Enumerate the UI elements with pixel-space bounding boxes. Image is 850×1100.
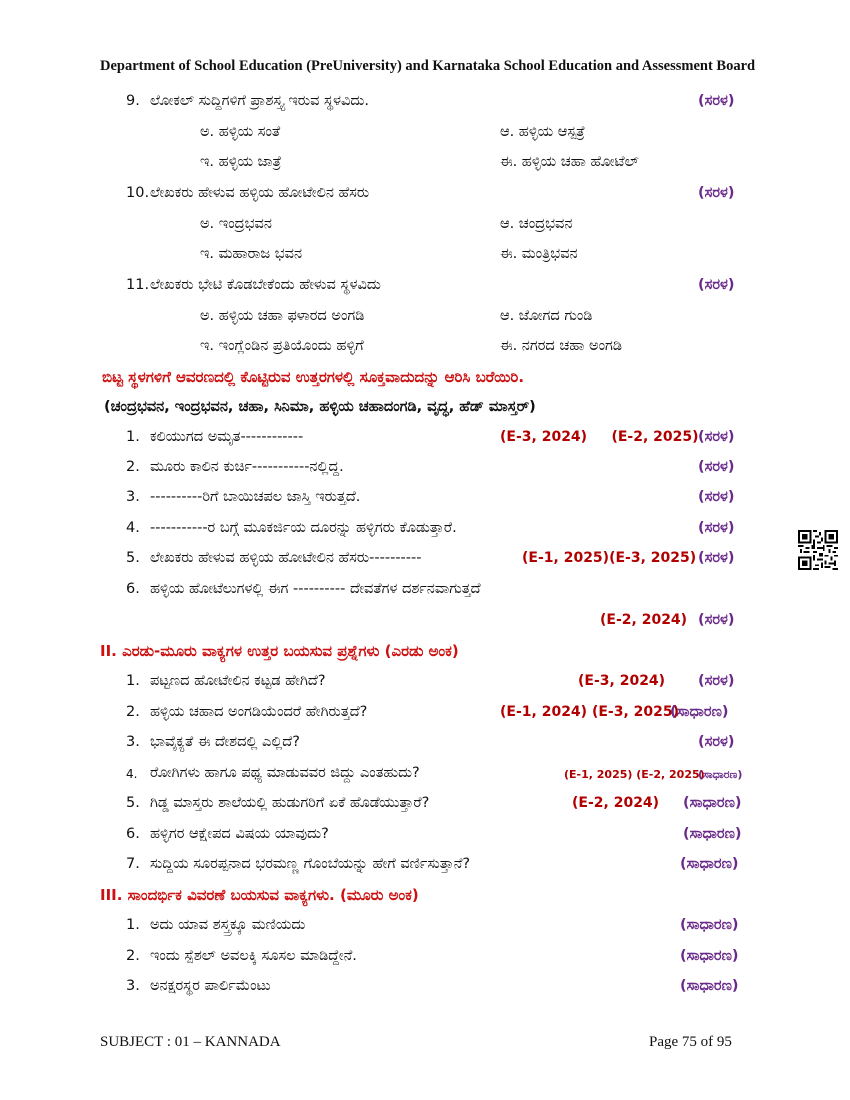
fill-blank-3-number: 3. [126, 489, 140, 505]
s2-q7-number: 7. [126, 856, 140, 872]
s2-q6-number: 6. [126, 826, 140, 842]
s2-q7-level: (ಸಾಧಾರಣ) [680, 856, 739, 872]
s2-q1-years: (E-3, 2024) [578, 673, 666, 689]
fill-blank-6-years: (E-2, 2024) [600, 612, 688, 628]
s2-q1-level: (ಸರಳ) [698, 673, 735, 689]
s3-q1-text: ಅದು ಯಾವ ಶಸ್ತ್ರಕ್ಕೂ ಮಣಿಯದು [150, 917, 306, 933]
s2-q2-level: (ಸಾಧಾರಣ) [670, 704, 729, 720]
s2-q5-number: 5. [126, 795, 140, 811]
s2-q2-years: (E-1, 2024) (E-3, 2025) [500, 704, 680, 720]
s2-q2-number: 2. [126, 704, 140, 720]
s2-q7-text: ಸುದ್ದಿಯ ಸೂರಪ್ಪನಾದ ಭರಮಣ್ಣ ಗೊಂಬೆಯನ್ನು ಹೇಗೆ ವರ್ಣಿಸುತ್ತಾನೆ? [150, 856, 471, 872]
mcq-10-option-a: ಅ. ಇಂದ್ರಭವನ [200, 216, 272, 232]
fill-blanks-word-bank: (ಚಂದ್ರಭವನ, ಇಂದ್ರಭವನ, ಚಹಾ, ಸಿನಿಮಾ, ಹಳ್ಳಿಯ ಚಹಾದಂಗಡಿ, ವೃದ್ಧ, ಹೆಡ್ ಮಾಸ್ತರ್) [104, 399, 536, 415]
mcq-9-number: 9. [126, 93, 140, 109]
mcq-9-option-b: ಆ. ಹಳ್ಳಿಯ ಆಸ್ಪತ್ರೆ [500, 124, 586, 140]
mcq-11-level: (ಸರಳ) [698, 277, 735, 293]
mcq-10-option-b: ಆ. ಚಂದ್ರಭವನ [500, 216, 573, 232]
s2-q3-text: ಭಾವೈಕ್ಯತೆ ಈ ದೇಶದಲ್ಲಿ ಎಲ್ಲಿದೆ? [150, 734, 300, 750]
mcq-10-number: 10. [126, 185, 150, 201]
mcq-10-question: ಲೇಖಕರು ಹೇಳುವ ಹಳ್ಳಿಯ ಹೋಟೇಲಿನ ಹೆಸರು [150, 185, 370, 201]
s3-q1-number: 1. [126, 917, 140, 933]
s2-q5-years: (E-2, 2024) [572, 795, 660, 811]
fill-blank-1-number: 1. [126, 429, 140, 445]
fill-blank-2-number: 2. [126, 459, 140, 475]
s2-q2-text: ಹಳ್ಳಿಯ ಚಹಾದ ಅಂಗಡಿಯೆಂದರೆ ಹೇಗಿರುತ್ತದೆ? [150, 704, 368, 720]
fill-blank-3-level: (ಸರಳ) [698, 489, 735, 505]
s2-q1-number: 1. [126, 673, 140, 689]
fill-blank-6-text: ಹಳ್ಳಿಯ ಹೋಟೆಲುಗಳಲ್ಲಿ ಈಗ ---------- ದೇವತೆಗಳ ದರ್ಶನವಾಗುತ್ತದೆ [150, 581, 481, 597]
section-2-heading: II. ಎರಡು-ಮೂರು ವಾಕ್ಯಗಳ ಉತ್ತರ ಬಯಸುವ ಪ್ರಶ್ನೆಗಳು (ಎರಡು ಅಂಕ) [100, 642, 459, 660]
s2-q6-level: (ಸಾಧಾರಣ) [683, 826, 742, 842]
mcq-9-option-d: ಈ. ಹಳ್ಳಿಯ ಚಹಾ ಹೋಟೆಲ್ [500, 154, 639, 170]
s3-q2-number: 2. [126, 948, 140, 964]
qr-code-icon [798, 530, 838, 570]
mcq-11-option-a: ಅ. ಹಳ್ಳಿಯ ಚಹಾ ಫಳಾರದ ಅಂಗಡಿ [200, 308, 365, 324]
fill-blank-1-years: (E-3, 2024) (E-2, 2025) [500, 429, 699, 445]
footer-subject: SUBJECT : 01 – KANNADA [100, 1034, 281, 1050]
fill-blank-6-level: (ಸರಳ) [698, 612, 735, 628]
s2-q1-text: ಪಟ್ಟಣದ ಹೋಟೇಲಿನ ಕಟ್ಟಡ ಹೇಗಿದೆ? [150, 673, 326, 689]
s3-q2-level: (ಸಾಧಾರಣ) [680, 948, 739, 964]
fill-blank-1-level: (ಸರಳ) [698, 429, 735, 445]
s3-q1-level: (ಸಾಧಾರಣ) [680, 917, 739, 933]
s2-q6-text: ಹಳ್ಳಿಗರ ಆಕ್ಷೇಪದ ವಿಷಯ ಯಾವುದು? [150, 826, 329, 842]
fill-blank-6-number: 6. [126, 581, 140, 597]
page-header: Department of School Education (PreUniversity) and Karnataka School Education and Assessment Board [100, 58, 756, 74]
mcq-11-number: 11. [126, 277, 150, 293]
fill-blank-4-text: -----------ರ ಬಗ್ಗೆ ಮೂಕರ್ಜಿಯ ದೂರನ್ನು ಹಳ್ಳಿಗರು ಕೊಡುತ್ತಾರೆ. [150, 520, 457, 536]
s3-q2-text: ಇಂದು ಸ್ಪೆಶಲ್ ಅವಲಕ್ಕಿ ಸೂಸಲ ಮಾಡಿದ್ದೇನೆ. [150, 948, 357, 964]
s3-q3-number: 3. [126, 978, 140, 994]
mcq-9-option-c: ಇ. ಹಳ್ಳಿಯ ಜಾತ್ರೆ [200, 154, 282, 170]
fill-blank-4-level: (ಸರಳ) [698, 520, 735, 536]
mcq-9-question: ಲೋಕಲ್ ಸುದ್ದಿಗಳಿಗೆ ಪ್ರಾಶಸ್ತ್ಯ ಇರುವ ಸ್ಥಳವಿದು. [150, 93, 369, 109]
s3-q3-text: ಅನಕ್ಷರಸ್ಥರ ಪಾರ್ಲಿಮೆಂಟು [150, 978, 271, 994]
s2-q4-number: 4. [126, 767, 138, 781]
fill-blank-4-number: 4. [126, 520, 140, 536]
s2-q5-level: (ಸಾಧಾರಣ) [683, 795, 742, 811]
fill-blanks-heading: ಬಿಟ್ಟ ಸ್ಥಳಗಳಿಗೆ ಆವರಣದಲ್ಲಿ ಕೊಟ್ಟಿರುವ ಉತ್ತರಗಳಲ್ಲಿ ಸೂಕ್ತವಾದುದನ್ನು ಆರಿಸಿ ಬರೆಯಿರಿ. [102, 368, 525, 386]
s2-q3-level: (ಸರಳ) [698, 734, 735, 750]
mcq-10-option-c: ಇ. ಮಹಾರಾಜ ಭವನ [200, 246, 303, 262]
fill-blank-5-text: ಲೇಖಕರು ಹೇಳುವ ಹಳ್ಳಿಯ ಹೋಟೇಲಿನ ಹೆಸರು---------- [150, 550, 422, 566]
s2-q4-years: (E-1, 2025) (E-2, 2025) [564, 768, 705, 781]
mcq-10-option-d: ಈ. ಮಂತ್ರಿಭವನ [500, 246, 578, 262]
section-3-heading: III. ಸಾಂದರ್ಭಿಕ ವಿವರಣೆ ಬಯಸುವ ವಾಕ್ಯಗಳು. (ಮೂರು ಅಂಕ) [100, 886, 419, 904]
mcq-11-option-d: ಈ. ನಗರದ ಚಹಾ ಅಂಗಡಿ [500, 338, 622, 354]
mcq-9-option-a: ಅ. ಹಳ್ಳಿಯ ಸಂತೆ [200, 124, 281, 140]
mcq-9-level: (ಸರಳ) [698, 93, 735, 109]
mcq-10-level: (ಸರಳ) [698, 185, 735, 201]
fill-blank-1-text: ಕಲಿಯುಗದ ಅಮೃತ------------ [150, 429, 304, 445]
fill-blank-2-text: ಮೂರು ಕಾಲಿನ ಕುರ್ಚಿ-----------ನಲ್ಲಿದ್ದ. [150, 459, 344, 475]
s2-q5-text: ಗಿಡ್ಡ ಮಾಸ್ತರು ಶಾಲೆಯಲ್ಲಿ ಹುಡುಗರಿಗೆ ಏಕೆ ಹೊಡೆಯುತ್ತಾರೆ? [150, 795, 430, 811]
mcq-11-option-c: ಇ. ಇಂಗ್ಲೆಂಡಿನ ಪ್ರತಿಯೊಂದು ಹಳ್ಳಿಗೆ [200, 338, 364, 354]
s2-q4-level: (ಸಾಧಾರಣ) [698, 768, 743, 781]
s2-q3-number: 3. [126, 734, 140, 750]
fill-blank-3-text: ----------ರಿಗೆ ಬಾಯಿಚಪಲ ಜಾಸ್ತಿ ಇರುತ್ತದೆ. [150, 489, 361, 505]
fill-blank-5-number: 5. [126, 550, 140, 566]
mcq-11-option-b: ಆ. ಜೋಗದ ಗುಂಡಿ [500, 308, 593, 324]
fill-blank-5-years: (E-1, 2025)(E-3, 2025) [522, 550, 697, 566]
mcq-11-question: ಲೇಖಕರು ಭೇಟಿ ಕೊಡಬೇಕೆಂದು ಹೇಳುವ ಸ್ಥಳವಿದು [150, 277, 381, 293]
footer-page-number: Page 75 of 95 [649, 1034, 732, 1050]
s3-q3-level: (ಸಾಧಾರಣ) [680, 978, 739, 994]
s2-q4-text: ರೋಗಿಗಳು ಹಾಗೂ ಪಥ್ಯ ಮಾಡುವವರ ಜಿದ್ದು ಎಂತಹುದು? [150, 765, 420, 781]
fill-blank-2-level: (ಸರಳ) [698, 459, 735, 475]
fill-blank-5-level: (ಸರಳ) [698, 550, 735, 566]
